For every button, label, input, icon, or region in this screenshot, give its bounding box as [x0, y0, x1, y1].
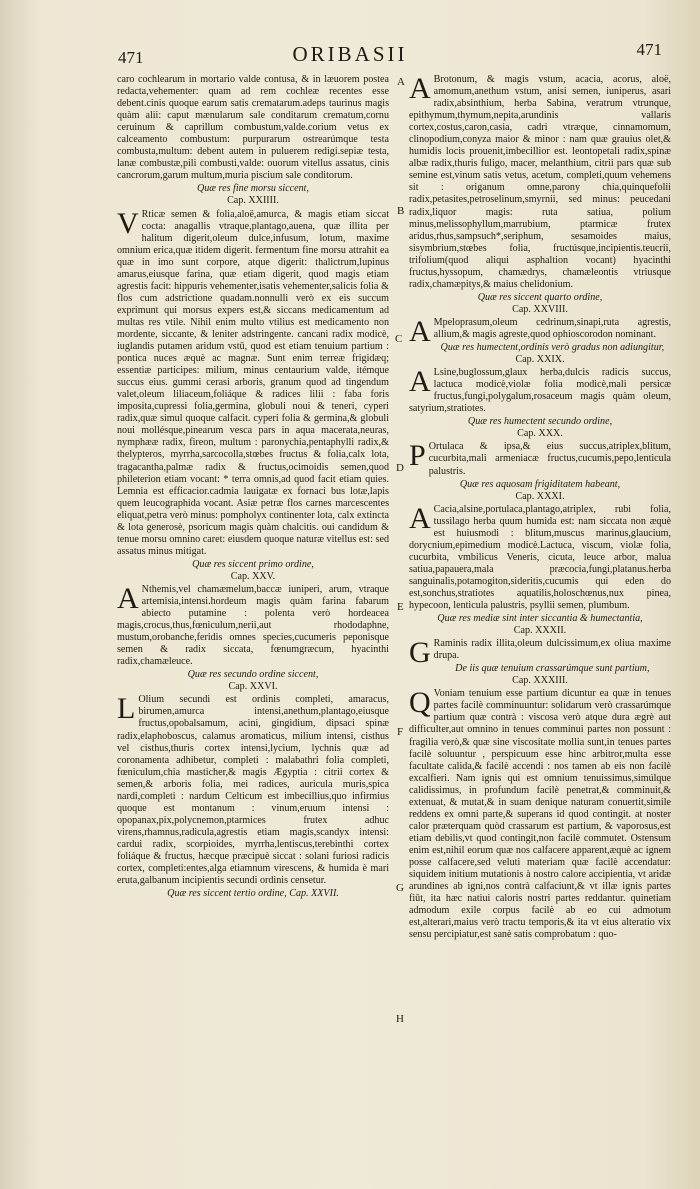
paragraph: A Mpeloprasum,oleum cedrinum,sinapi,ruta agrestis, allium,& magis agreste,quod ophioscorodon nominant.	[409, 314, 671, 348]
paragraph: V Rticæ semen & folia,aloë,amurca, & magis etiam siccat cocta: anagallis vtraque,plantago,auena, quæ illita per halitum digerit,oleum dulce,infusum, lotum, maxime omnium erica,quæ itidem digerit. fermentum fine morsu attrahit ea quæ in imo sunt corpore, atque digerit: thalictrum,lupinus amarus,eiusque farina, quæ etiam digerit, quod magis etiam agrestis facit: hippuris vehementer,isatis vehementer,salicis folia & flos cum adstrictione quadam.nonnulli verò ex eis succum exprimunt qui morsus expers est,& siccans medicamentum ad multas res vtile. Nihil enim multo vtilius est medicamento non mordente, siccante, & leniter adstringente. cancani radix modicè, iuglandis putamen aridum vstū, quod est etiam tenuium partium : pontica nuces æquè ac magnæ. Sunt enim terreæ frigidæq; essentiæ participes: milium, minus centaurium valde, itémque succus eius. gummi cerasi arboris, granum quod ad tingendum valet,oleum liliaceum,foliáque & radices lilii : faba foris imposita,cupressi folia,germina, globuli noui & teneri, cyperi radix,quæ simul quoque calfacit. cyperi folia & germina,& globuli noui mollésque,pinearum vesca pars in aqua macerata,neuras, nymphææ radix, fireon, multum : paronychia,pentaphylli radix,& thelypteros, myrrha,sarcocolla,stœbes fructus & folia,calx lota, tragacantha,palmæ radix & fructus,ocimoidis semen,quod phileterion etiam vocant: * terra omnis,ad quod facit etiam quies. Lemnia est efficacior.cadmia lauigatæ ex fornaci bus lotæ,lapis quem leucographida vocant. Asiæ petræ flos carnes marcescentes eliquat,petra verò minus: pompholyx continenter lota, calx extincta & lota generosè, psoricum magis quàm chalcitis. oui candidum & tenue morsu omnino caret: eiusdem quoque naturæ vitellus est: sed assatus minus mitigat.	[117, 206, 389, 557]
margin-letter-h: H	[396, 1013, 404, 1025]
paragraph: P Ortulaca & ipsa,& eius succus,atriplex,blitum, cucurbita,mali armeniacæ fructus,cucumis,pepo,lenticula palustris.	[409, 439, 671, 477]
page-number-right: 471	[636, 40, 662, 59]
paragraph: caro cochlearum in mortario valde contusa, & in læuorem postea redacta,vehementer: quam ad rem cochleæ recentes esse debent.cinis quoque earum satis crematarum.adeps taurinus magis quàm alii: caput mænularum sale conditarum crematum,cornu ceruinum & caprillum combustum,valde.corium vetus ex calceamento combustum: purpurarum ostrearúmque testa combusta,multum: debent autem in puluerem redigi.sepiæ testa, lanæ combustæ,pili combusti,valde: ouorum vitellus assatus, cinis cancrorum,garum multum,muria piscium sale conditorum.	[117, 74, 389, 182]
paragraph: A Brotonum, & magis vstum, acacia, acorus, aloë, amomum,anethum vstum, anisi semen, iuniperus, asari radix,absinthium, herba Sabina, veratrum vtrunque, epithymum,thymum,nepita,arundinis vallaris cortex,costus,caron,casia, cadri vtræque, cinnamomum, clinopodium,conyza maior & minor : nam quæ grauius olet,& humidis locis prouenit,imbecillior est. leontopetali radix,spinæ albæ radix,thuris fuligo, macer, melanthium, citrii pars quæ sub semine est,vinum satis vetus, acetum, completi,quum vehemens sit : origanum omne,parony chia,quinquefolii radix,petasites,petroselinum,smyrnii, sed minus: peucedani radix,liquor magis: ruta satiua, polium minus,melissophyllum,marrubium, ptarmicæ frutex aridus,rhus,sampsuch*,seriphum, sesamoides maius, sisymbrium,stœbes folia, fructúsque,incipientis.teucrii, trifolium(quod aliqui asphaltion vocant) hyacinthi fructus,hyssopum, chamædrys, chamæleontis vtriusque radix,chamæpitys,& maius chelidonium.	[409, 74, 671, 290]
drop-cap: A	[409, 501, 431, 535]
chapter-heading: Quæ res fine morsu siccent,	[196, 183, 310, 195]
paragraph: G Raminis radix illita,oleum dulcissimum,ex oliua maxime drupa.	[409, 636, 671, 670]
margin-letter-e: E	[397, 601, 404, 613]
drop-cap: P	[409, 439, 426, 473]
chapter-heading: Quæ res siccent tertio ordine, Cap. XXVII.	[167, 888, 339, 900]
chapter-number: Cap. XXV.	[230, 570, 276, 582]
chapter-number: Cap. XXIIII.	[227, 195, 279, 207]
paragraph: A Cacia,alsine,portulaca,plantago,atriplex, rubi folia, tussilago herba quum humida est: nam siccata non æquè est huiusmodi : blitum,muscus marinus,glaucium, dorycnium,epimedium modicè.Lactuca, viscum, violæ folia, cucurbita, vmbilicus Veneris, cicuta, leuce arbor, malua satiua,papauera,mala præcocia,fungi,platanus.herba sanguinalis,potamogiton,sideritis,cucumis qui eden do est,sonchus,stratiotes aquatilis,holoschœnus,nux pinea, hypecoon, lenticula palustris, psyllii semen, plumbum.	[409, 501, 671, 612]
margin-letter-d: D	[396, 462, 404, 474]
chapter-number: Cap. XXXII.	[513, 625, 567, 637]
chapter-heading: Quæ res mediæ sint inter siccantia & humectantia,	[437, 613, 643, 625]
drop-cap: Q	[409, 686, 431, 720]
drop-cap: A	[409, 365, 431, 399]
paragraph: L Olium secundi est ordinis completi, amaracus, birumen,amurca intensi,anethum,plantago,eiusque fructus,opobalsamum, acini, gingidium, dipsaci spinæ radix,elaphoboscus, calamus aromaticus, milium intensi, cisthus vel cisthus,thuris cortex intensi,lycium, lychnis quæ ad coronamenta adhibetur, completi : malabathri folia completi, fœniculum,chia masticher,& magis Ægyptia : citrii cortex & semen,& arboris folia, mei radices, auricula muris,spica nardi,completi : nardum Celticum est imbecillius,quo infirmius quoque est montanum : vinum,eruum intensi : opopanax,pix,polycnemon,ptarmices frutex adhuc virens,rhamnus,radicula,agrestis etiam magis,scandyx intensi: cardui radix, scorpioides, myrrha,lentiscus,terebinthi cortex foliáque & fructus, hæcque præcipuè siccat : solani furiosi radicis cortex, completi:entes,alga etiamnum virescens, & humida è mari eruta,galbanum incipientis secundi ordinis censetur.	[117, 692, 389, 887]
right-column	[409, 74, 671, 1154]
chapter-heading: De iis quæ tenuium crassarúmque sunt partium,	[455, 663, 650, 675]
margin-letter-c: C	[395, 333, 403, 345]
chapter-heading: Quæ res siccent quarto ordine,	[477, 291, 603, 303]
drop-cap: A	[409, 74, 431, 105]
margin-letter-g: G	[396, 882, 404, 894]
drop-cap: A	[409, 314, 431, 348]
chapter-heading: Quæ res humectent secundo ordine,	[467, 416, 613, 428]
chapter-number: Cap. XXIX.	[515, 354, 565, 366]
chapter-heading: Quæ res humectent,ordinis verò gradus non adiungitur,	[440, 342, 665, 354]
left-column	[117, 74, 389, 1154]
drop-cap: V	[117, 206, 139, 240]
page-number-left: 471	[118, 48, 144, 67]
paragraph: A Nthemis,vel chamæmelum,baccæ iuniperi, arum, vtraque artemisia,intensi.hordeum magis quàm farina fabarum abiecto putamine : polenta verò hordeacea magis,crocus,thus,fœniculum,nerii,aut rhododaphne, mustum,orobanche,feridis omnes species,cucumeris peponisque semen & radix siccata, fœnumgræcum, hyacinthi radix,chamæleuce.	[117, 581, 389, 668]
drop-cap: A	[117, 581, 139, 615]
margin-letter-a: A	[397, 76, 405, 88]
chapter-number: Cap. XXX.	[517, 428, 563, 440]
chapter-heading: Quæ res aquosam frigiditatem habeant,	[459, 478, 621, 490]
chapter-heading: Quæ res secundo ordine siccent,	[187, 669, 319, 681]
running-title: ORIBASII	[292, 42, 408, 66]
chapter-number: Cap. XXXIII.	[512, 675, 568, 687]
margin-letter-f: F	[397, 726, 404, 738]
paragraph: A Lsine,buglossum,glaux herba,dulcis radicis succus, lactuca modicè,violæ folia modicè,mali persicæ fructus,fungi,polygalum,rosaceum magis quàm oleum, satyrium,stratiotes.	[409, 365, 671, 415]
chapter-number: Cap. XXVI.	[228, 681, 278, 693]
chapter-number: Cap. XXXI.	[515, 490, 565, 502]
drop-cap: L	[117, 692, 136, 726]
margin-letter-b: B	[397, 205, 405, 217]
running-head	[0, 40, 700, 68]
drop-cap: G	[409, 636, 431, 670]
chapter-number: Cap. XXVIII.	[512, 303, 568, 315]
chapter-heading: Quæ res siccent primo ordine,	[192, 558, 314, 570]
paragraph: Q Voniam tenuium esse partium dicuntur ea quæ in tenues partes facilè comminuuntur: solidarum verò crassarúmque partium quæ contrà : viscosa verò atque dura ægrè aut difficulter,aut omnino in tenues comminui partes non possunt : fragilia verò,& quæ sine viscositate mollia sunt,in tenues partes facilè soluuntur , perspicuum esse hinc arbitror,multa esse facultate calida,& facilè accendi : nos tamen ab eis non facilè excalfieri. Nam ignis qui est omnium tenuissimus,simúlque calidissimus, in profundum facilè penetrat,& comminuit,& extenuat, & mutat,& in suam denique naturam conuertit,simile reddens ex omni parte,& superans id quod contingit. at noster calor præterquam quòd crassarum est partium, & vaporosus,est etiam debilis,vt quod contingit,non facilè commutet. Ostensum enim est,nihil eorum quæ nos calfacere apparent,æquè ac ignem posse calfacere,sed veluti materiam quæ facilè accendatur: siquidem initium mutationis à nostro calore accipientia, vt aridæ arundines ab igni,nos contrà calfaciunt,& vt illæ ignis partes fiūt, ita hæc natiui caloris nostri partes reddantur. quinetiam admodum exile corpus facilè ab eo cui admotum est,alterari,maius verò tractu temporis,& ita vt eius alteratio vix sensu percipiatur,est sanè satis comprobatum : quo-	[409, 686, 671, 941]
